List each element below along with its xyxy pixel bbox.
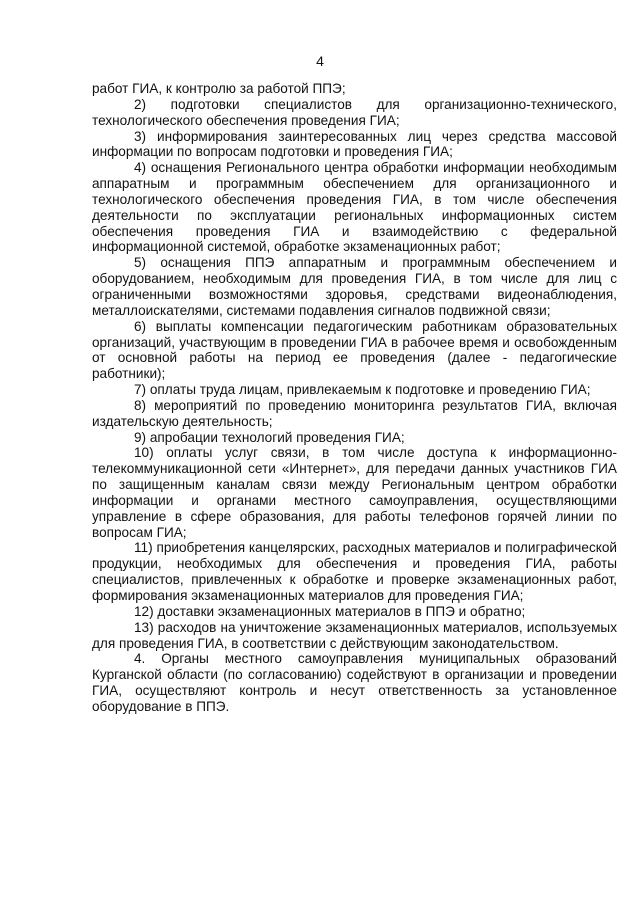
list-item: 11) приобретения канцелярских, расходных материалов и полиграфической продукции, необходимых для обеспечения и проведения ГИА, работы специалистов, привлеченных к обработке и проверке экзаменационных работ, формирования экзаменационных материалов для проведения ГИА; [92,540,617,603]
list-item: 8) мероприятий по проведению мониторинга результатов ГИА, включая издательскую деятельность; [92,397,617,429]
list-item: 12) доставки экзаменационных материалов в ППЭ и обратно; [134,603,526,619]
list-item: 2) подготовки специалистов для организационно-технического, технологического обеспечения проведения ГИА; [92,96,617,128]
list-item: 3) информирования заинтересованных лиц через средства массовой информации по вопросам подготовки и проведения ГИА; [92,128,617,160]
list-item: 10) оплаты услуг связи, в том числе доступа к информационно-телекоммуникационной сети «Интернет», для передачи данных участников ГИА по защищенным каналам связи между Региональным центром обработки информации и органами местного самоуправления, осуществляющими управление в сфере образования, для работы телефонов горячей линии по вопросам ГИА; [92,445,617,540]
list-item: 4) оснащения Регионального центра обработки информации необходимым аппаратным и программным обеспечением для организационного и технологического обеспечения проведения ГИА, в том числе обеспечения деятельности по эксплуатации региональных информационных систем обеспечения проведения ГИА и взаимодействию с федеральной информационной системой, обработке экзаменационных работ; [92,160,617,255]
list-item: 7) оплаты труда лицам, привлекаемым к подготовке и проведению ГИА; [134,382,591,398]
page-number: 4 [316,53,324,69]
list-item: 5) оснащения ППЭ аппаратным и программным обеспечением и оборудованием, необходимым для проведения ГИА, в том числе для лиц с ограниченными возможностями здоровья, средствами видеонаблюдения, металлоискателями, системами подавления сигналов подвижной связи; [92,255,617,318]
list-item: 13) расходов на уничтожение экзаменационных материалов, используемых для проведения ГИА, в соответствии с действующим законодательством. [92,619,617,651]
document-body [92,81,617,715]
list-item: 9) апробации технологий проведения ГИА; [134,429,405,445]
list-item: 6) выплаты компенсации педагогическим работникам образовательных организаций, участвующим в проведении ГИА в рабочее время и освобожденным от основной работы на период ее проведения (далее - педагогические работники); [92,318,617,382]
paragraph: 4. Органы местного самоуправления муниципальных образований Курганской области (по согласованию) содействуют в организации и проведении ГИА, осуществляют контроль и несут ответственность за установленное оборудование в ППЭ. [92,651,617,714]
paragraph: работ ГИА, к контролю за работой ППЭ; [92,81,346,96]
